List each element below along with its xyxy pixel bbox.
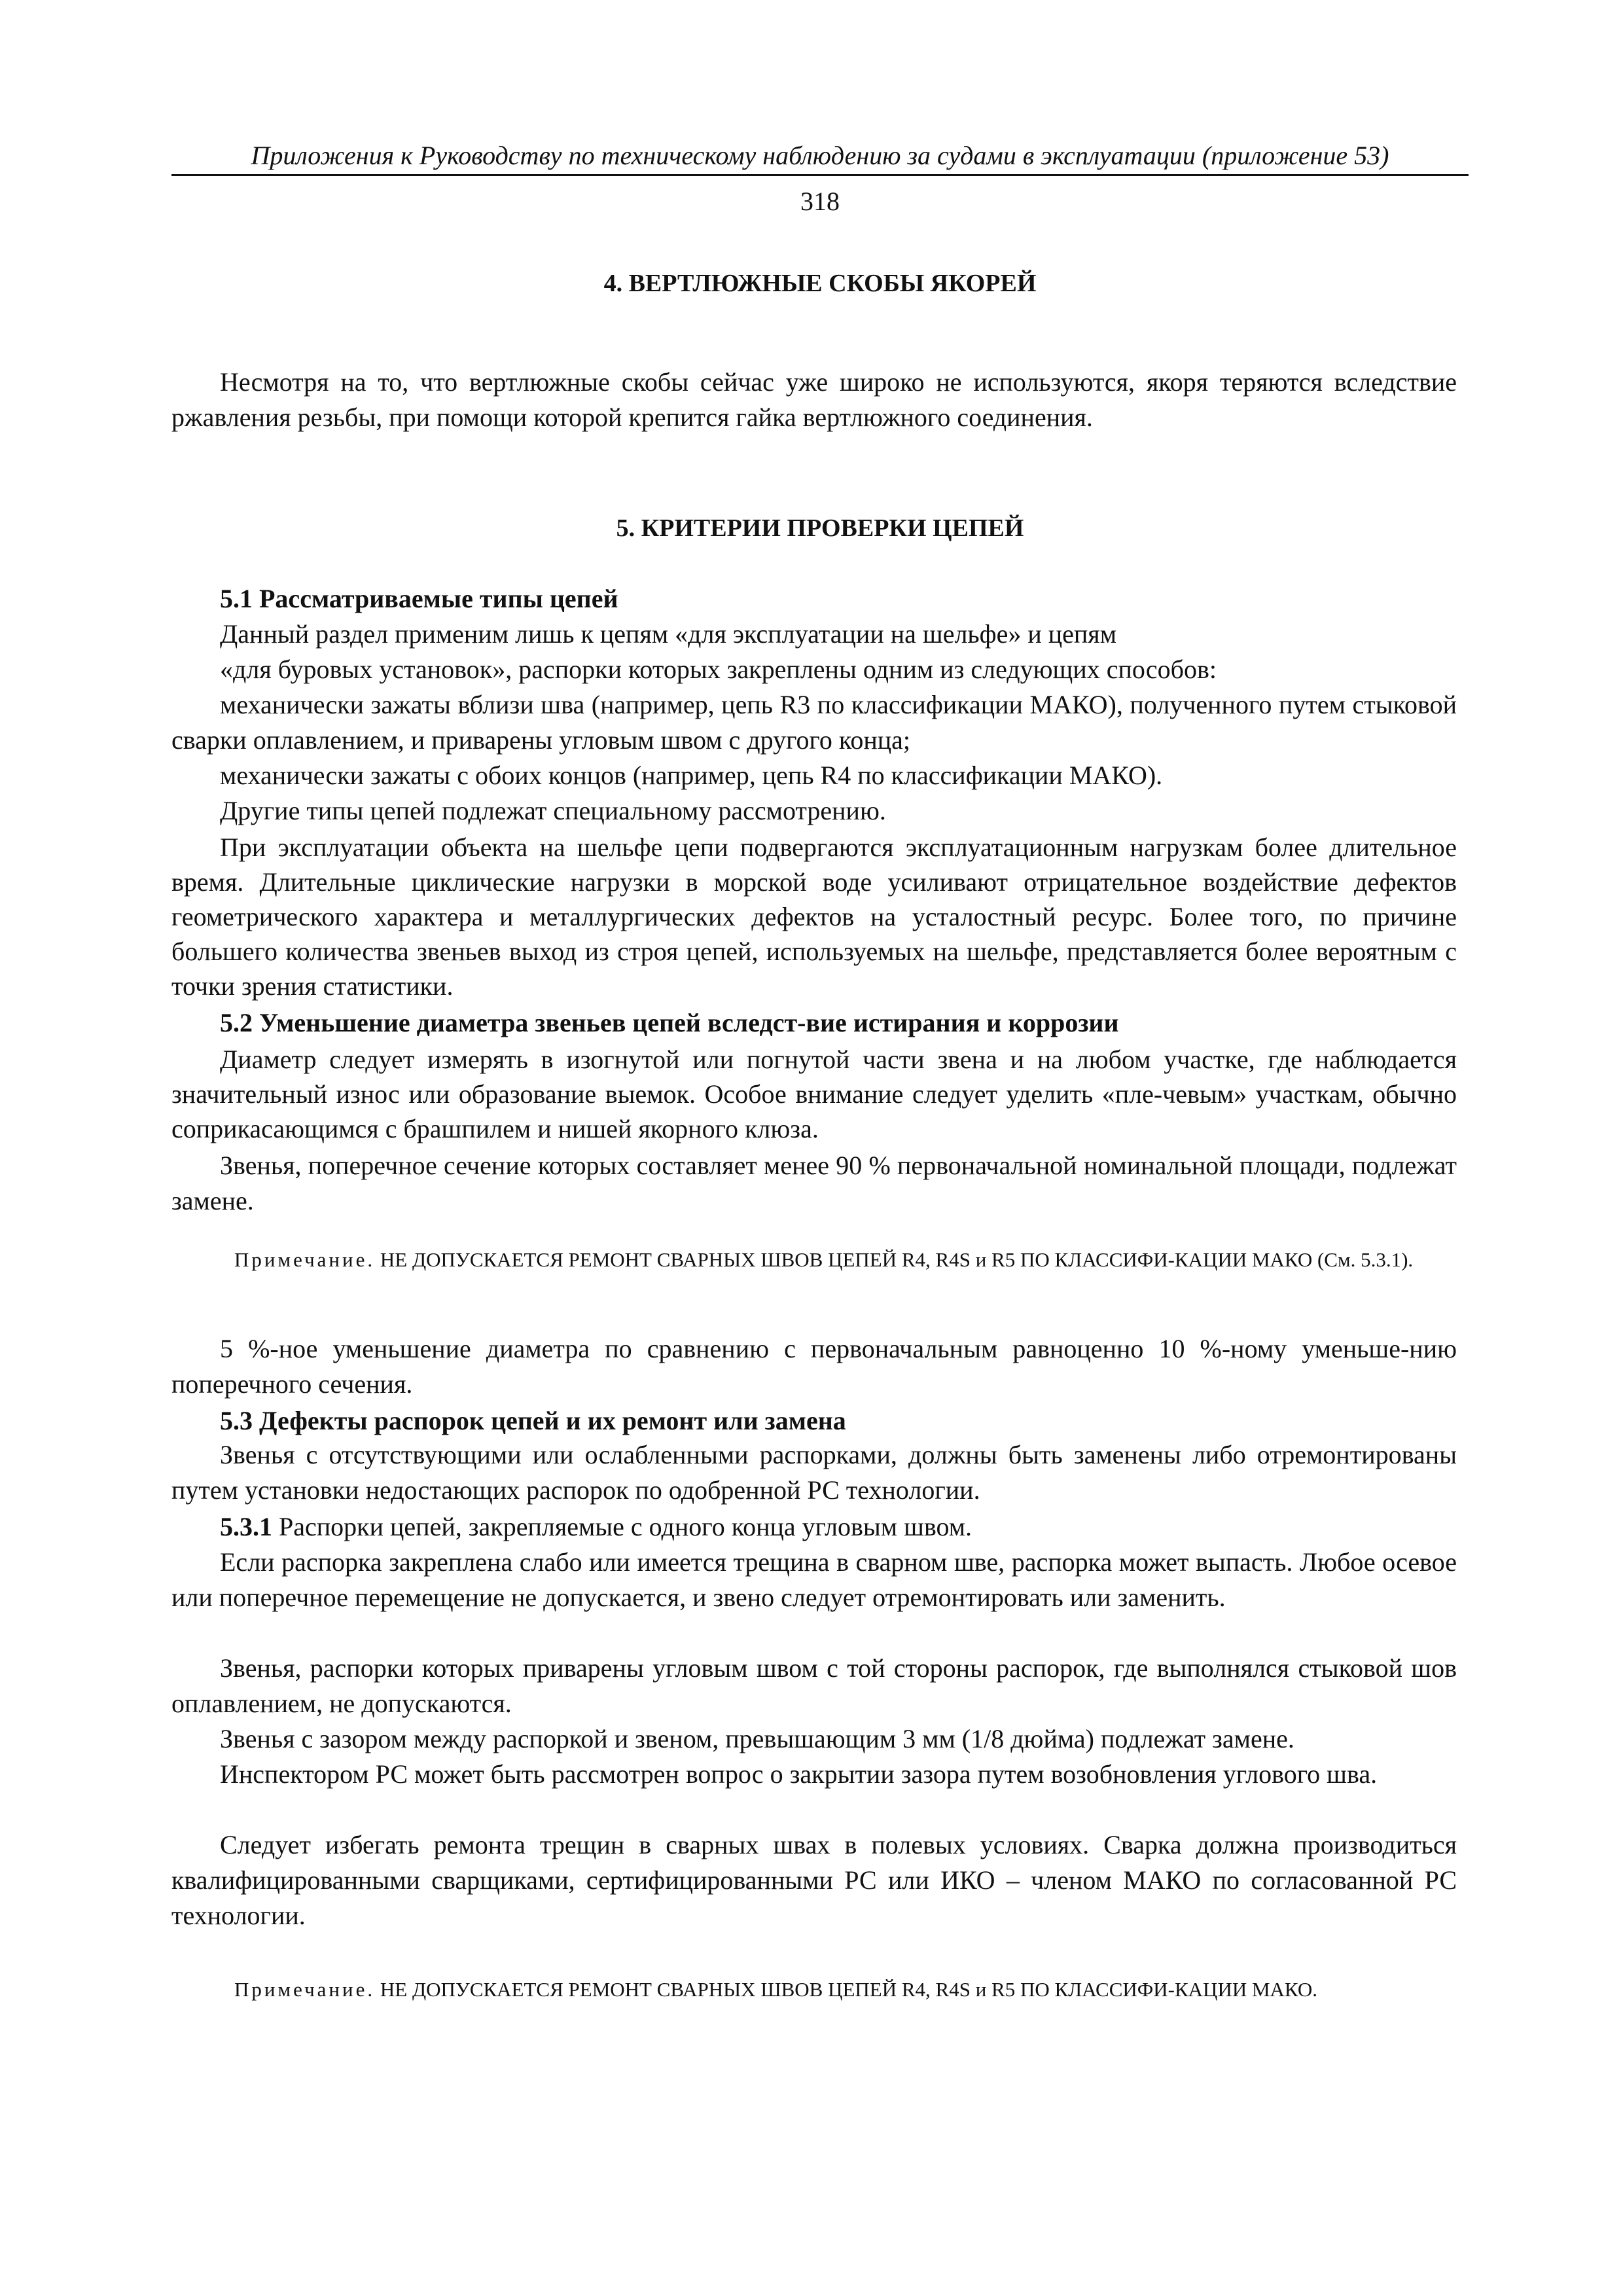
section-4-paragraph: Несмотря на то, что вертлюжные скобы сейчас уже широко не используются, якоря теряются вследствие ржавления резьбы, при помощи которой крепится гайка вертлюжного соединения. — [171, 367, 1457, 432]
subsection-5-3-heading: 5.3 Дефекты распорок цепей и их ремонт или замена — [220, 1406, 846, 1435]
subsection-5-2-heading: 5.2 Уменьшение диаметра звеньев цепей вследст-вие истирания и коррозии — [220, 1008, 1119, 1037]
section-4-title: 4. ВЕРТЛЮЖНЫЕ СКОБЫ ЯКОРЕЙ — [603, 270, 1037, 297]
s53-note — [171, 1977, 1457, 2003]
s52-paragraph-1: Диаметр следует измерять в изогнутой или погнутой части звена и на любом участке, где наблюдается значительный износ или образование выемок. Особое внимание следует уделить «пле-чевым» участкам, обычно соприкасающимся с брашпилем и нишей якорного клюза. — [171, 1045, 1457, 1143]
s53-paragraph-4: Звенья с зазором между распоркой и звеном, превышающим 3 мм (1/8 дюйма) подлежат замене. — [220, 1724, 1294, 1753]
note-label: Примечание. — [234, 1248, 376, 1271]
s53-paragraph-3: Звенья, распорки которых приварены угловым швом с той стороны распорок, где выполнялся стыковой шов оплавлением, не допускаются. — [171, 1653, 1457, 1718]
s51-paragraph-3: механически зажаты вблизи шва (например, цепь R3 по классификации МАКО), полученного путем стыковой сварки оплавлением, и приварены угловым швом с другого конца; — [171, 690, 1457, 755]
subsection-5-3-1-number: 5.3.1 — [220, 1512, 272, 1541]
s52-paragraph-2: Звенья, поперечное сечение которых составляет менее 90 % первоначальной номинальной площади, подлежат замене. — [171, 1151, 1457, 1215]
subsection-5-1-heading: 5.1 Рассматриваемые типы цепей — [220, 584, 618, 613]
note-text: НЕ ДОПУСКАЕТСЯ РЕМОНТ СВАРНЫХ ШВОВ ЦЕПЕЙ R4, R4S и R5 ПО КЛАССИФИ-КАЦИИ МАКО (См. 5.3.1). — [380, 1248, 1414, 1271]
s51-paragraph-2: «для буровых установок», распорки которых закреплены одним из следующих способов: — [220, 655, 1217, 684]
subsection-5-3-1 — [171, 1509, 1457, 1545]
s53-paragraph-1: Звенья с отсутствующими или ослабленными распорками, должны быть заменены либо отремонтированы путем установки недостающих распорок по одобренной РС технологии. — [171, 1440, 1457, 1505]
s51-paragraph-5: Другие типы цепей подлежат специальному рассмотрению. — [220, 796, 886, 825]
page-number: 318 — [800, 187, 840, 216]
s52-paragraph-3: 5 %-ное уменьшение диаметра по сравнению с первоначальным равноценно 10 %-ному уменьше-нию поперечного сечения. — [171, 1334, 1457, 1399]
note-text: НЕ ДОПУСКАЕТСЯ РЕМОНТ СВАРНЫХ ШВОВ ЦЕПЕЙ R4, R4S и R5 ПО КЛАССИФИ-КАЦИИ МАКО. — [380, 1978, 1317, 2001]
s51-paragraph-4: механически зажаты с обоих концов (например, цепь R4 по классификации МАКО). — [220, 761, 1163, 790]
section-5-title: 5. КРИТЕРИИ ПРОВЕРКИ ЦЕПЕЙ — [616, 514, 1024, 542]
s51-paragraph-6: При эксплуатации объекта на шельфе цепи подвергаются эксплуатационным нагрузкам более длительное время. Длительные циклические нагрузки в морской воде усиливают отрицательное воздействие дефектов геометрического характера и металлургических дефектов на усталостный ресурс. Более того, по причине большего количества звеньев выход из строя цепей, используемых на шельфе, представляется более вероятным с точки зрения статистики. — [171, 833, 1457, 1001]
note-label: Примечание. — [234, 1978, 376, 2001]
s53-paragraph-2: Если распорка закреплена слабо или имеется трещина в сварном шве, распорка может выпасть. Любое осевое или поперечное перемещение не допускается, и звено следует отремонтировать или заменить. — [171, 1547, 1457, 1612]
s52-note — [171, 1247, 1457, 1273]
subsection-5-3-1-text: Распорки цепей, закрепляемые с одного конца угловым швом. — [272, 1512, 972, 1541]
running-header: Приложения к Руководству по техническому наблюдению за судами в эксплуатации (приложение 53) — [171, 139, 1469, 176]
s53-paragraph-6: Следует избегать ремонта трещин в сварных швах в полевых условиях. Сварка должна производиться квалифицированными сварщиками, сертифицированными РС или ИКО – членом МАКО по согласованной РС технологии. — [171, 1830, 1457, 1930]
s51-paragraph-1: Данный раздел применим лишь к цепям «для эксплуатации на шельфе» и цепям — [220, 619, 1116, 649]
s53-paragraph-5: Инспектором РС может быть рассмотрен вопрос о закрытии зазора путем возобновления углового шва. — [220, 1759, 1378, 1789]
